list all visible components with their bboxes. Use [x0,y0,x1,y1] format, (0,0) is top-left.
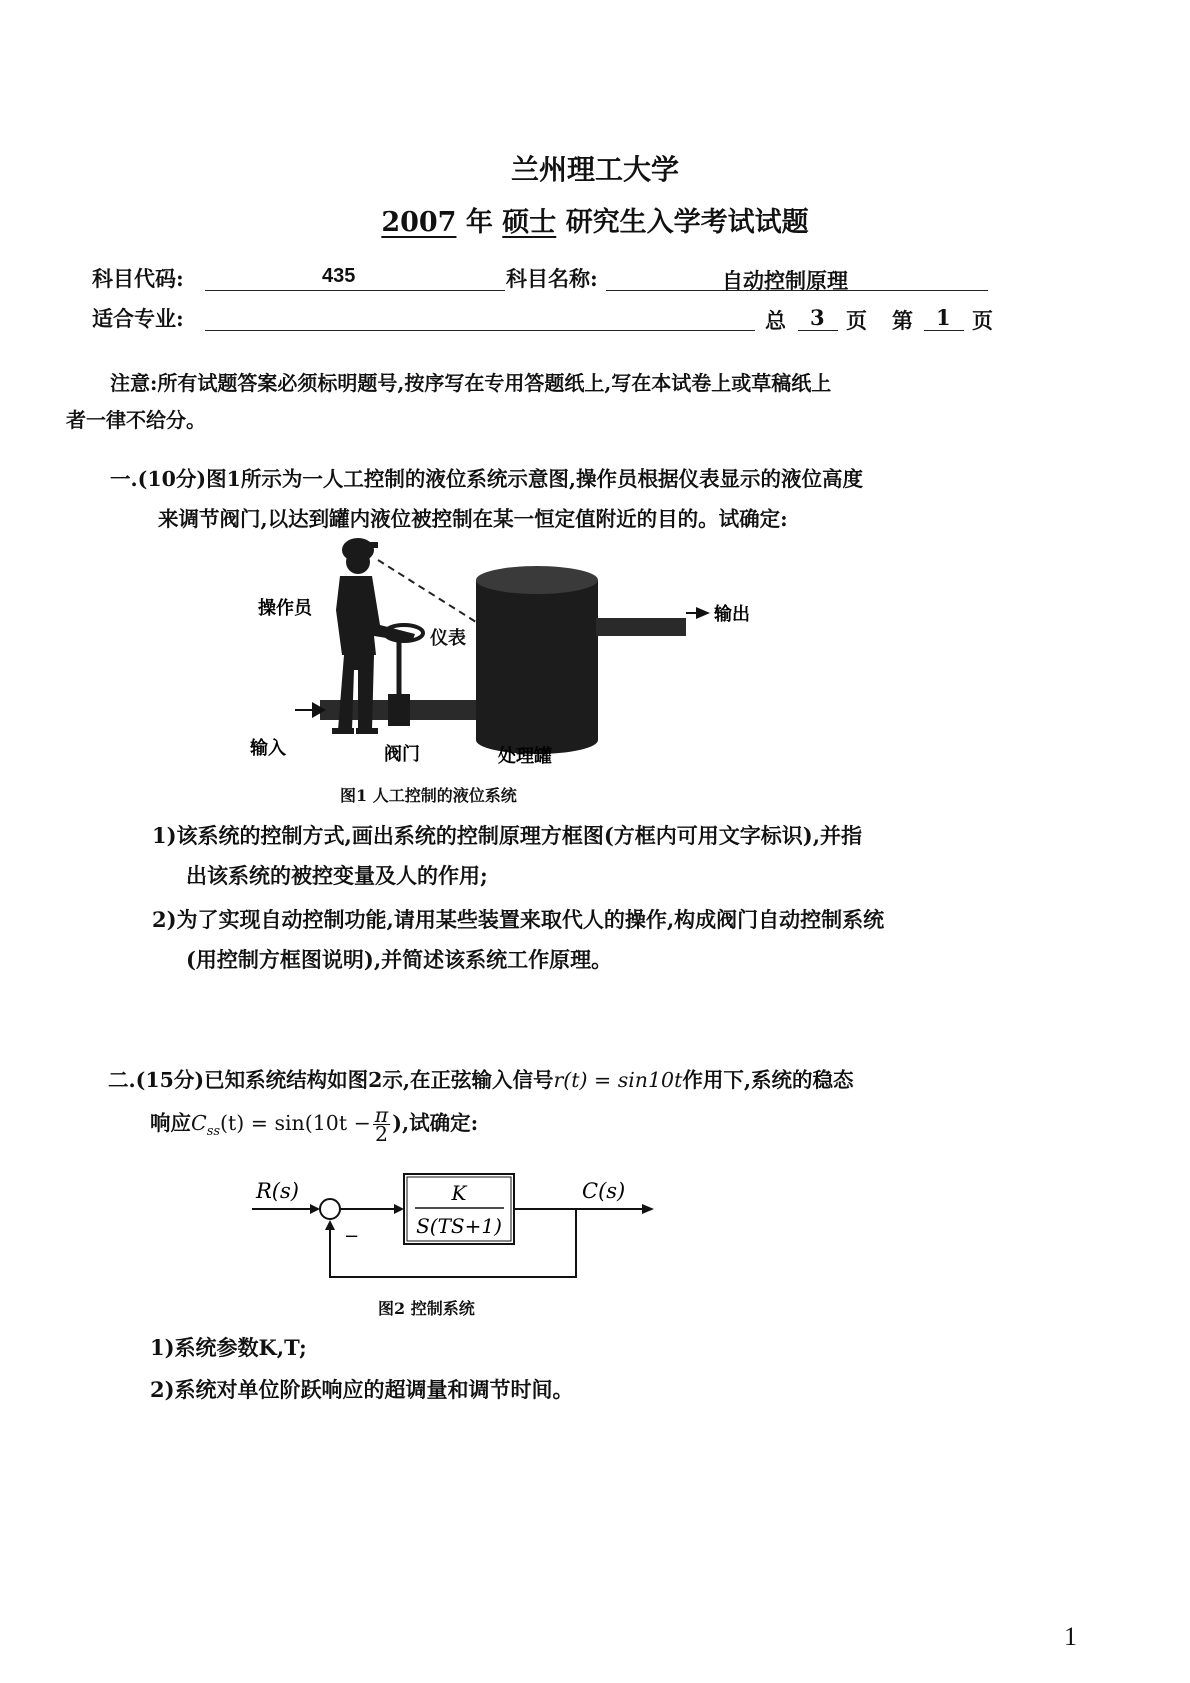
q2-response-symbol: C [191,1111,207,1135]
figure2-caption: 图2 控制系统 [378,1299,475,1318]
q1-sub2-line2: (用控制方框图说明),并简述该系统工作原理。 [186,947,613,972]
current-page-unit: 页 [972,308,993,333]
fig2-input-label: R(s) [256,1179,299,1203]
fig2-minus-sign: − [344,1226,360,1247]
notice-line1: 注意:所有试题答案必须标明题号,按序写在专用答题纸上,写在本试卷上或草稿纸上 [110,371,832,395]
q1-sub2-line1: 2)为了实现自动控制功能,请用某些装置来取代人的操作,构成阀门自动控制系统 [152,907,885,932]
q2-line1-text-c: 作用下,系统的稳态 [682,1068,854,1092]
current-label: 第 [892,308,913,333]
fig1-label-output: 输出 [714,604,750,625]
q2-fraction-numerator: π [374,1103,389,1127]
notice-line2: 者一律不给分。 [66,408,206,432]
output-arrow [696,607,710,619]
subject-code: 435 [322,265,356,287]
q2-line1 [108,1063,853,1093]
fig1-label-input: 输入 [250,738,286,759]
q2-line2 [150,1103,479,1146]
exam-degree: 硕士 [502,207,557,238]
fig1-label-operator: 操作员 [258,598,312,619]
total-page-unit: 页 [846,308,867,333]
q2-line1-text-a: 二.(15分)已知系统结构如图2示,在正弦输入信号 [108,1068,554,1092]
valve-body [388,694,410,726]
subject-code-line [205,290,505,291]
fig1-label-meter: 仪表 [430,628,466,649]
block-denominator: S(TS+1) [416,1214,502,1238]
q2-input-signal: r(t) = sin10t [553,1068,683,1092]
fig1-label-tank: 处理罐 [498,746,552,767]
q1-line2: 来调节阀门,以达到罐内液位被控制在某一恒定值附近的目的。试确定: [158,507,788,531]
total-pages: 3 [810,305,825,330]
q2-response-subscript: ss [206,1124,221,1140]
subject-name: 自动控制原理 [722,268,848,293]
university-title: 兰州理工大学 [510,153,679,186]
q2-fraction [373,1103,390,1146]
q1-sub1-line1: 1)该系统的控制方式,画出系统的控制原理方框图(方框内可用文字标识),并指 [152,823,863,848]
block-numerator: K [451,1181,467,1205]
q2-fraction-denominator: 2 [375,1122,389,1146]
q1-line1: 一.(10分)图1所示为一人工控制的液位系统示意图,操作员根据仪表显示的液位高度 [110,467,863,491]
fig2-output-label: C(s) [582,1179,626,1203]
q2-line2-text-a: 响应 [150,1111,191,1135]
q2-line2-text-d: ),试确定: [392,1111,479,1135]
sight-line [378,560,476,622]
figure1-liquid-level-system [240,530,760,770]
current-page-line [924,330,964,331]
major-line [205,330,755,331]
tank-top [476,566,598,594]
figure1-caption: 图1 人工控制的液位系统 [340,786,517,805]
current-page: 1 [936,305,951,330]
exam-year: 2007 [381,207,457,238]
q2-sub1: 1)系统参数K,T; [150,1335,307,1360]
total-label: 总 [765,308,786,333]
tank-body [476,580,598,740]
q1-sub1-line2: 出该系统的被控变量及人的作用; [186,863,488,888]
q2-sub2: 2)系统对单位阶跃响应的超调量和调节时间。 [150,1377,574,1402]
summing-junction [320,1199,340,1219]
total-pages-line [798,330,838,331]
subject-code-label: 科目代码: [92,266,184,291]
subject-name-label: 科目名称: [506,266,598,291]
major-label: 适合专业: [92,306,184,331]
exam-title: 研究生入学考试试题 [565,207,809,238]
q2-response-expression: (t) = sin(10t − [220,1111,371,1135]
page-number: 1 [1064,1622,1077,1651]
output-arrow [642,1204,654,1214]
fig1-label-valve: 阀门 [384,744,420,765]
exam-title-line [0,200,1190,239]
exam-year-unit: 年 [465,207,493,238]
figure2-block-diagram [250,1172,670,1287]
output-pipe [596,618,686,636]
